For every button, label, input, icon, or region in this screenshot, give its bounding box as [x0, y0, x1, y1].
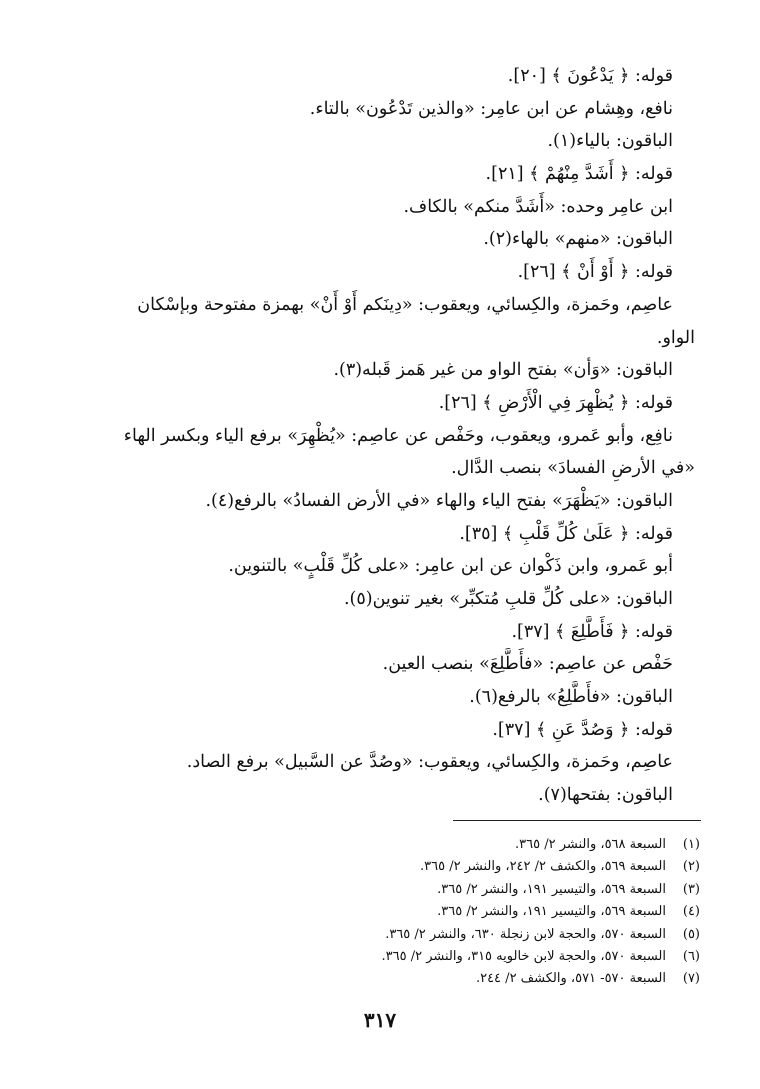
footnote-number: (٥) — [682, 926, 700, 942]
footnote-text: السبعة ٥٧٠- ٥٧١، والكشف ٢/ ٢٤٤. — [475, 971, 666, 987]
text-line: قوله: ﴿ عَلَىٰ كُلِّ قَلْبِ ﴾ [٣٥]. — [459, 523, 673, 544]
text-line: الباقون: «منهم» بالهاء(٢). — [483, 229, 673, 250]
footnote — [300, 834, 700, 856]
text-line: حَفْص عن عاصِم: «فأَطَّلِعَ» بنصب العين. — [382, 654, 673, 675]
footnote-divider — [453, 820, 701, 821]
footnotes — [300, 834, 700, 991]
text-line: قوله: ﴿ أَشَدَّ مِنْهُمْ ﴾ [٢١]. — [485, 164, 673, 185]
text-line: عاصِم، وحَمزة، والكِسائي، ويعقوب: «وصُدَّ عن السَّبيل» برفع الصاد. — [186, 752, 673, 773]
text-line: قوله: ﴿ يَدْعُونَ ﴾ [٢٠]. — [507, 66, 673, 86]
text-line: الواو. — [656, 327, 695, 348]
footnote — [300, 879, 700, 901]
text-line: الباقون: بفتحها(٧). — [538, 785, 673, 806]
footnote — [300, 946, 700, 968]
text-line: ابن عامِر وحده: «أَشَدَّ منكم» بالكاف. — [403, 196, 673, 217]
footnote-number: (٣) — [682, 881, 700, 897]
footnote — [300, 901, 700, 923]
main-text — [48, 60, 695, 812]
footnote-text: السبعة ٥٧٠، والحجة لابن خالويه ٣١٥، والنشر ٢/ ٣٦٥. — [381, 948, 666, 964]
footnote-text: السبعة ٥٦٩، والتيسير ١٩١، والنشر ٢/ ٣٦٥. — [437, 881, 666, 897]
footnote-text: السبعة ٥٦٨، والنشر ٢/ ٣٦٥. — [514, 837, 666, 852]
text-line: «في الأرضِ الفسادَ» بنصب الدَّال. — [451, 458, 695, 479]
text-line: الباقون: «فأَطَّلِعُ» بالرفع(٦). — [469, 687, 673, 708]
text-line: نافِع، وأبو عَمرو، ويعقوب، وحَفْص عن عاصِم: «يُظْهِرَ» برفع الياء وبكسر الهاء — [123, 425, 673, 446]
text-line: عاصِم، وحَمزة، والكِسائي، ويعقوب: «دِينَكم أَوْ أَنْ» بهمزة مفتوحة وبإسْكان — [137, 294, 673, 315]
text-line: الباقون: «يَظْهَرَ» بفتح الياء والهاء «في الأرض الفسادُ» بالرفع(٤). — [205, 490, 673, 511]
text-line: قوله: ﴿ أَوْ أَنْ ﴾ [٢٦]. — [517, 262, 673, 283]
text-line: قوله: ﴿ وَصُدَّ عَنِ ﴾ [٣٧]. — [492, 719, 673, 740]
text-line: أبو عَمرو، وابن ذَكْوان عن ابن عامِر: «على كُلِّ قَلْبٍ» بالتنوين. — [228, 556, 673, 577]
footnote-number: (١) — [682, 837, 700, 852]
footnote-number: (٤) — [682, 904, 700, 920]
text-line: قوله: ﴿ فَأَطَّلِعَ ﴾ [٣٧]. — [511, 621, 673, 642]
footnote-number: (٦) — [682, 948, 700, 964]
text-line: الباقون: بالياء(١). — [547, 131, 673, 152]
page-number: ٣١٧ — [363, 1008, 397, 1032]
text-line: الباقون: «على كُلِّ قلبِ مُتكبِّر» بغير تنوين(٥). — [343, 589, 673, 609]
footnote-text: السبعة ٥٦٩، والتيسير ١٩١، والنشر ٢/ ٣٦٥. — [437, 904, 666, 920]
text-line: نافع، وهِشام عن ابن عامِر: «والذين تَدْعُون» بالتاء. — [309, 98, 673, 119]
footnote — [300, 968, 700, 990]
footnote — [300, 924, 700, 946]
footnote-number: (٢) — [682, 859, 700, 875]
footnote-number: (٧) — [682, 971, 700, 987]
text-line: قوله: ﴿ يُظْهِرَ فِي الْأَرْضِ ﴾ [٢٦]. — [438, 392, 673, 413]
footnote — [300, 856, 700, 878]
footnote-text: السبعة ٥٧٠، والحجة لابن زنجلة ٦٣٠، والنشر ٢/ ٣٦٥. — [385, 926, 666, 942]
text-line: الباقون: «وَأن» بفتح الواو من غير هَمز قَبله(٣). — [333, 360, 673, 381]
footnote-text: السبعة ٥٦٩، والكشف ٢/ ٢٤٢، والنشر ٢/ ٣٦٥. — [419, 859, 666, 875]
